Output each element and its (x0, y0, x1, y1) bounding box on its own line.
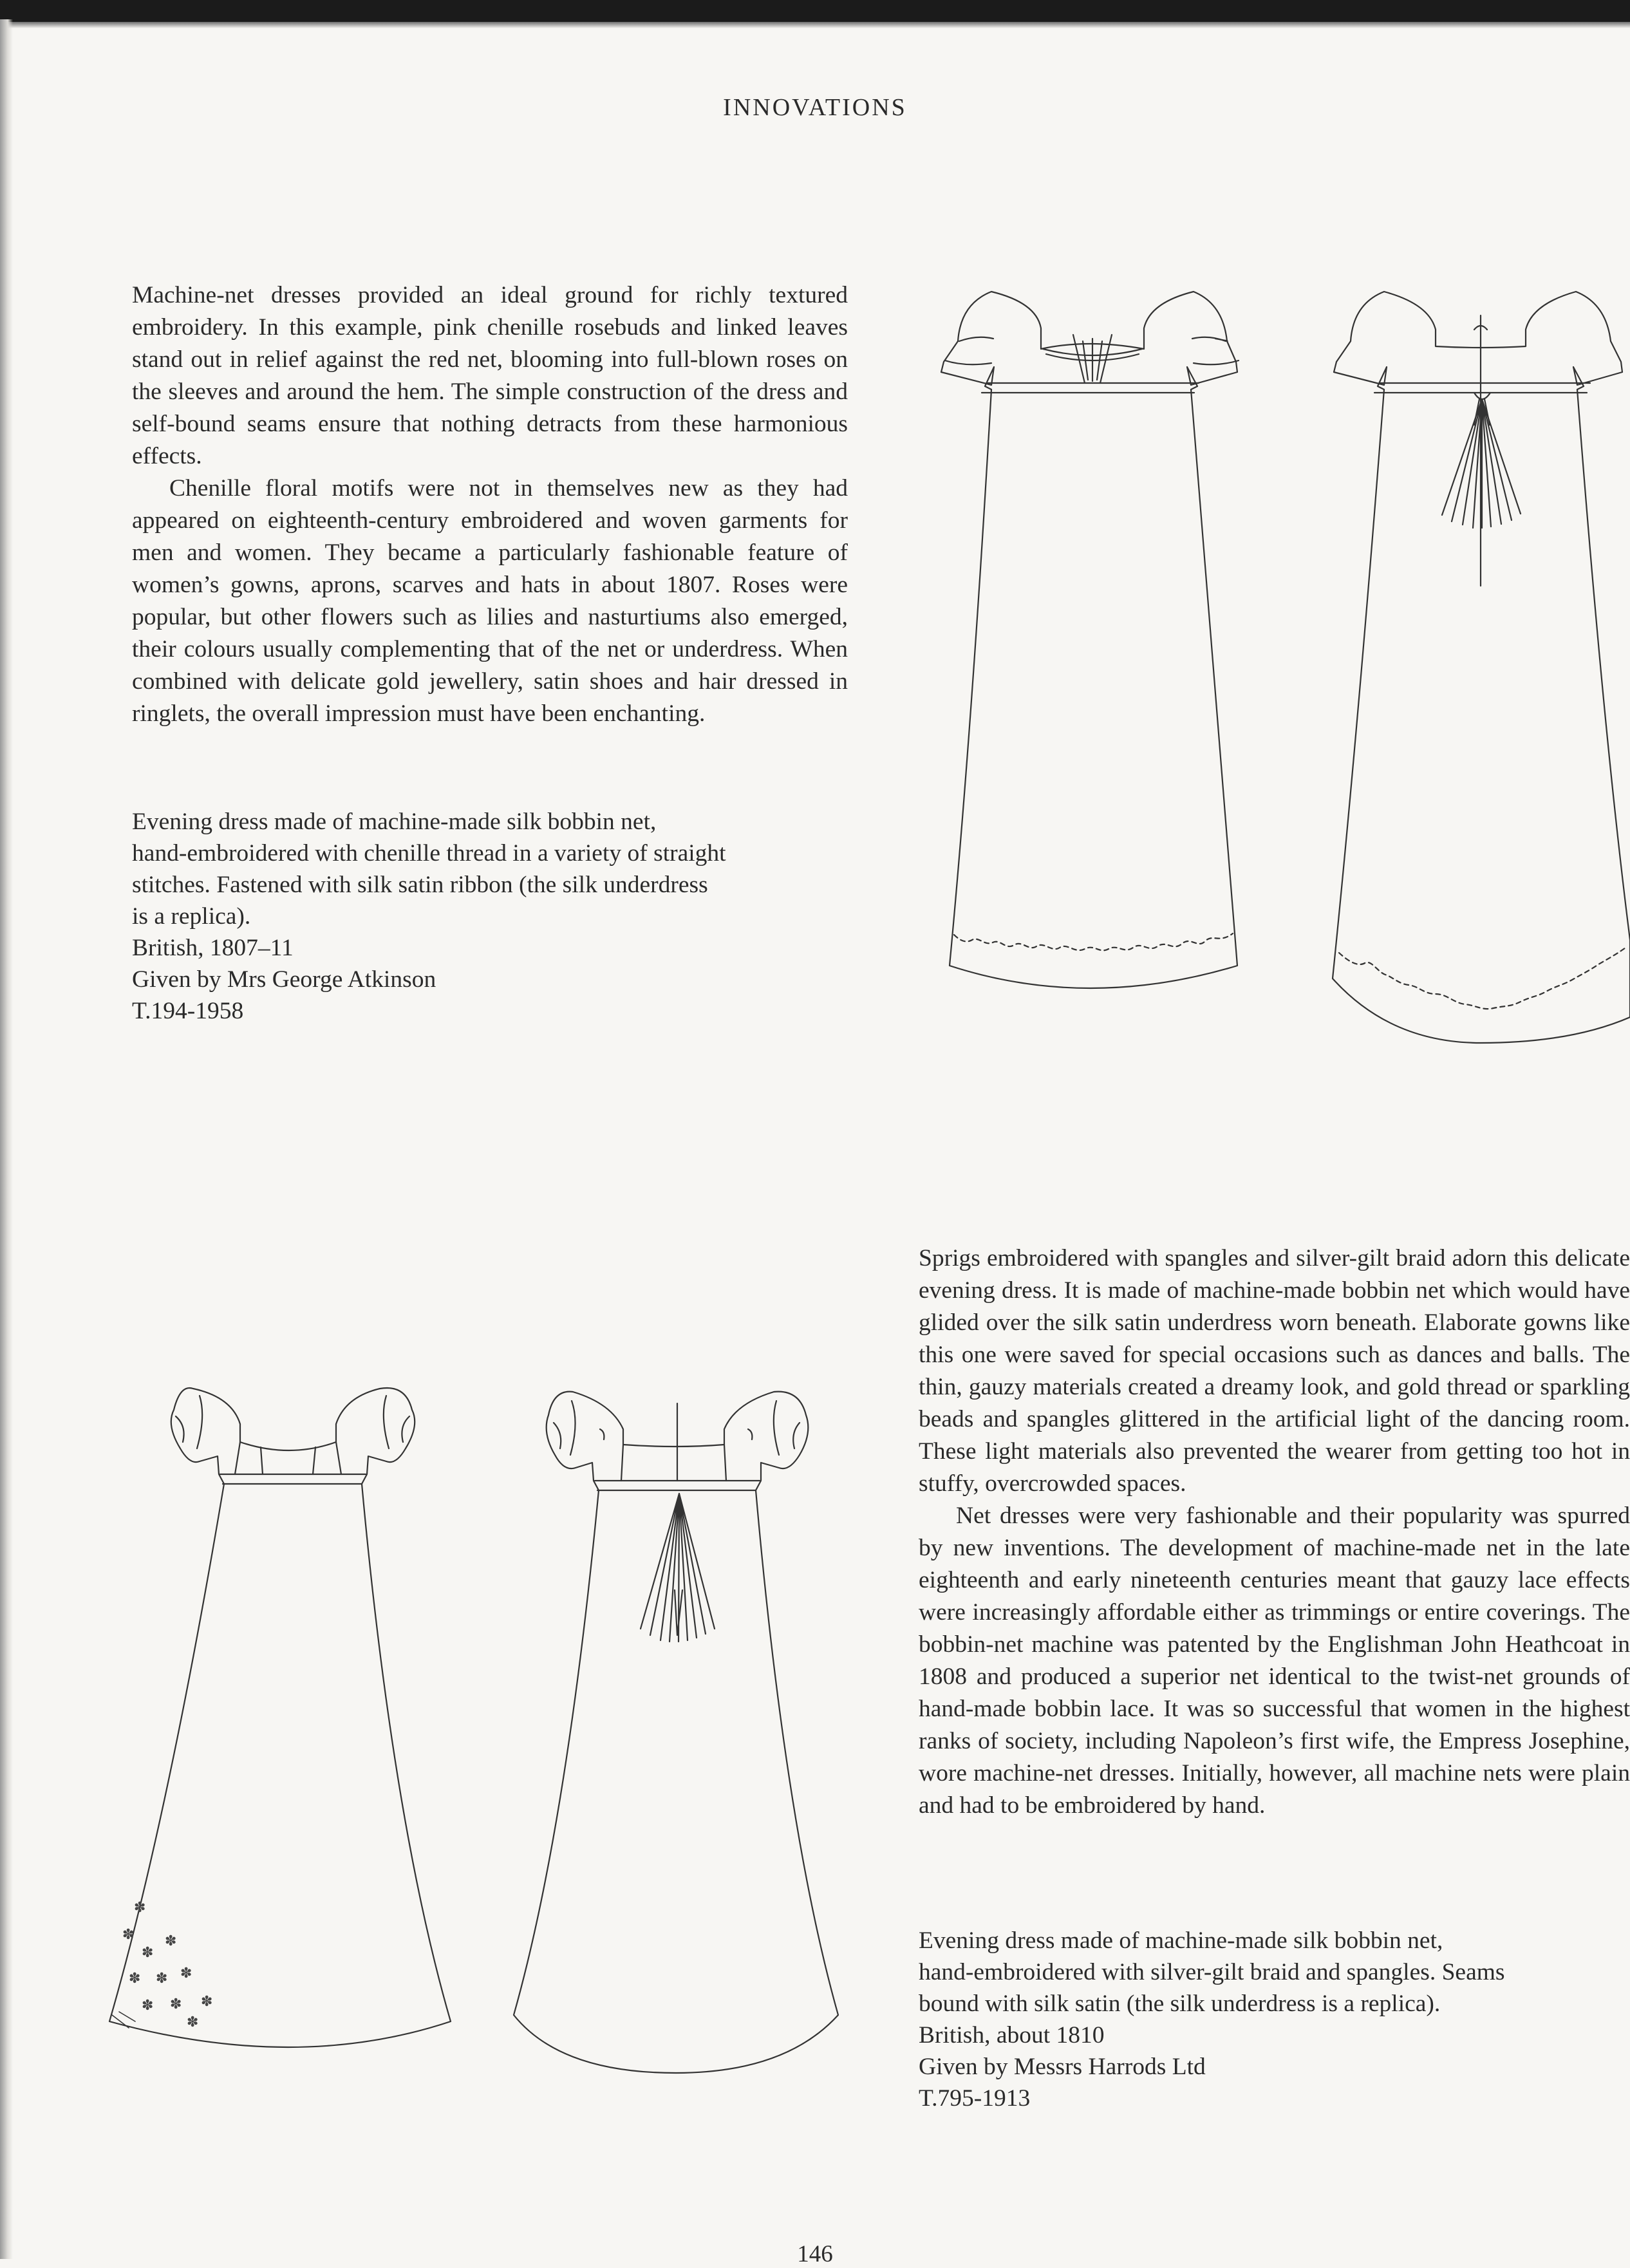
svg-text:✽: ✽ (142, 1998, 154, 2014)
svg-text:✽: ✽ (180, 1965, 192, 1982)
running-head: INNOVATIONS (723, 94, 907, 121)
scan-shadow-top (0, 22, 1630, 28)
svg-text:✽: ✽ (142, 1945, 154, 1961)
section2-paragraph-2: Net dresses were very fashionable and their popularity was spurred by new inventions. The development of machine-made net in the late eighteenth and early nineteenth centuries meant that gauzy lace effects were increasingly affordable either as trimmings or entire coverings. The bobbin-net machine was patented by the Englishman John Heathcoat in 1808 and produced a superior net identical to the twist-net grounds of hand-made bobbin lace. It was so successful that women in the highest ranks of society, including Napoleon’s first wife, the Empress Josephine, wore machine-net dresses. Initially, however, all machine nets were plain and had to be embroidered by hand. (919, 1503, 1630, 1819)
page-number: 146 (797, 2241, 833, 2267)
svg-text:✽: ✽ (134, 1900, 146, 1916)
dress-1-back-illustration (1313, 277, 1630, 1049)
svg-text:✽: ✽ (156, 1971, 168, 1987)
svg-text:✽: ✽ (201, 1994, 213, 2010)
section1-paragraph-2: Chenille floral motifs were not in themselves new as they had appeared on eighteenth-century embroidered and woven garments for men and women. They became a particularly fashionable feature of women’s gowns, aprons, scarves and hats in about 1807. Roses were popular, but other flowers such as lilies and nasturtiums also emerged, their colours usually complementing that of the net or underdress. When combined with delicate gold jewellery, satin shoes and hair dressed in ringlets, the overall impression must have been enchanting. (132, 475, 848, 727)
section2-body (919, 1242, 1630, 1822)
scan-edge-top (0, 0, 1630, 22)
svg-text:✽: ✽ (129, 1971, 141, 1987)
svg-text:✽: ✽ (165, 1933, 177, 1949)
dress-2-back-illustration (509, 1378, 843, 2086)
section1-paragraph-1: Machine-net dresses provided an ideal ground for richly textured embroidery. In this example, pink chenille rosebuds and linked leaves stand out in relief against the red net, blooming into full-blown roses on the sleeves and around the hem. The simple construction of the dress and self-bound seams ensure that nothing detracts from these harmonious effects. (132, 282, 848, 469)
section2-caption: Evening dress made of machine-made silk bobbin net, hand-embroidered with silver-gilt braid and spangles. Seams bound with silk satin (the silk underdress is a replica). British, about 1810 Given by Messrs Harrods Ltd T.795-1913 (919, 1927, 1505, 2112)
section1-caption: Evening dress made of machine-made silk bobbin net, hand-embroidered with chenille thread in a variety of straight stitches. Fastened with silk satin ribbon (the silk underdress is a replica). British, 1807–11 Given by Mrs George Atkinson T.194-1958 (132, 809, 726, 1024)
svg-text:✽: ✽ (170, 1996, 182, 2012)
svg-text:✽: ✽ (187, 2014, 199, 2030)
dress-2-front-illustration (103, 1371, 464, 2092)
book-spine-shadow (0, 19, 13, 2259)
svg-text:✽: ✽ (122, 1927, 135, 1943)
section1-body (132, 279, 848, 730)
dress-1-front-illustration (921, 277, 1255, 1011)
section2-paragraph-1: Sprigs embroidered with spangles and silver-gilt braid adorn this delicate evening dress. It is made of machine-made bobbin net which would have glided over the silk satin underdress worn beneath. Elaborate gowns like this one were saved for special occasions such as dances and balls. The thin, gauzy materials created a dreamy look, and gold thread or sparkling beads and spangles glittered in the artificial light of the dancing room. These light materials also prevented the wearer from getting too hot in stuffy, overcrowded spaces. (919, 1245, 1630, 1497)
